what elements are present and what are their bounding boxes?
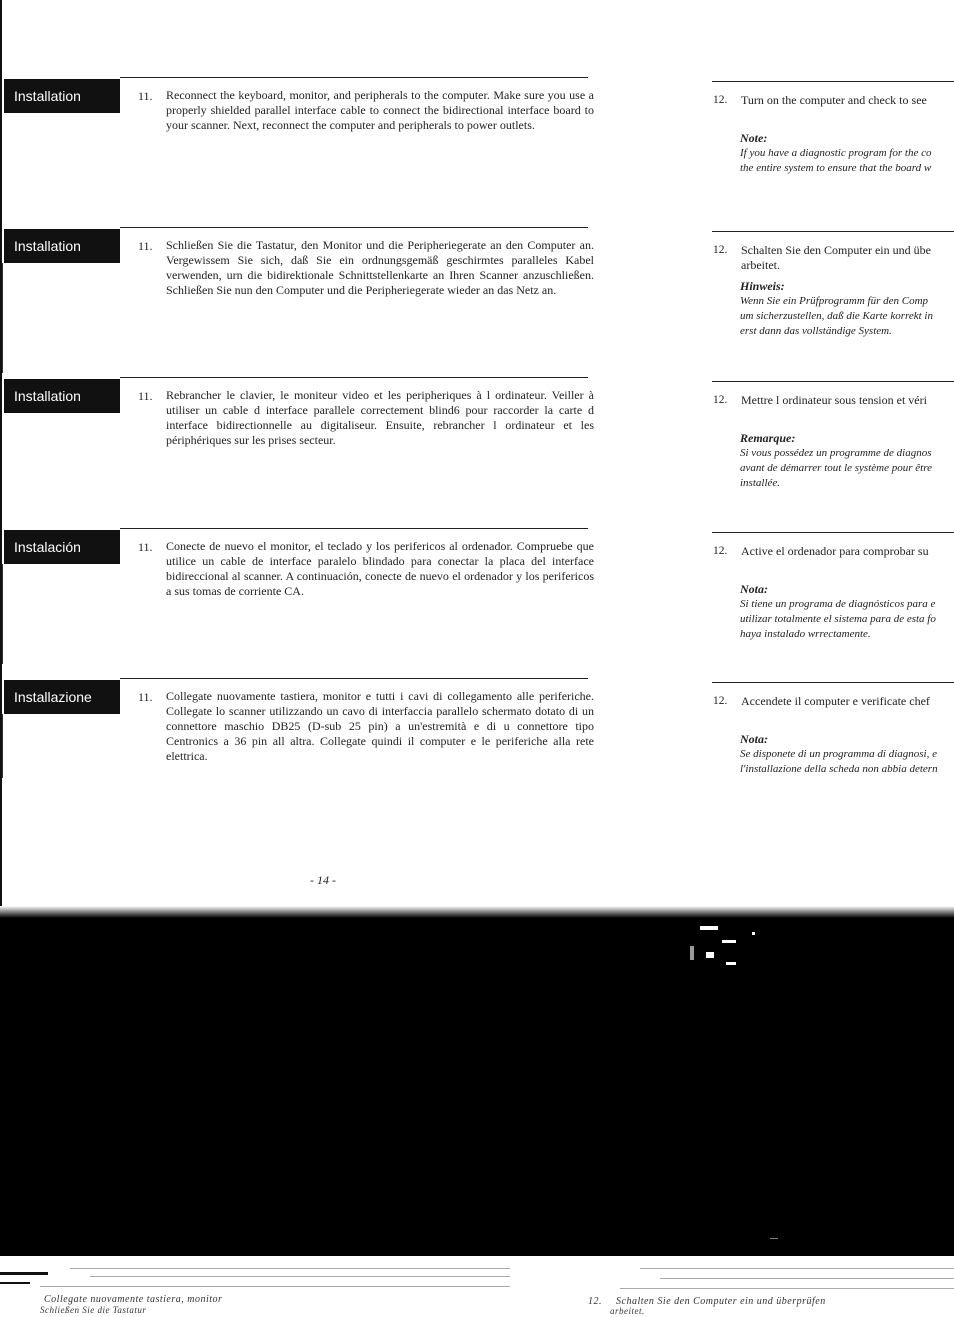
- section-italian: [0, 678, 954, 818]
- step-text: Conecte de nuevo el monitor, el teclado y los perifericos al ordenador. Compruebe que utilice un cable de interface paralelo blindado para conectar la placa del interface bidireccional al scanner. A continuación, conecte de nuevo el ordenador y los perifericos a sus tomas de corriente CA.: [166, 539, 594, 598]
- next-step-line: arbeitet.: [741, 258, 780, 272]
- section-tab-label: Installation: [4, 379, 120, 413]
- note-body: [740, 146, 954, 176]
- note-line: l'installazione della scheda non abbia detern: [740, 763, 938, 775]
- bleed-text: Collegate nuovamente tastiera, monitor: [44, 1294, 223, 1305]
- next-step-text: Mettre l ordinateur sous tension et véri: [741, 393, 927, 407]
- bleed-text: Schließen Sie die Tastatur: [40, 1305, 147, 1315]
- note-line: um sicherzustellen, daß die Karte korrekt in: [740, 310, 933, 322]
- scan-speck: [706, 952, 714, 958]
- scan-dark-area: [0, 918, 954, 1256]
- note-body: [740, 294, 954, 339]
- next-step-line: Schalten Sie den Computer ein und übe: [741, 243, 931, 257]
- section-rule-right: [712, 231, 954, 232]
- bleed-mark: [0, 1282, 30, 1284]
- section-german: [0, 227, 954, 367]
- section-tab-label: Installation: [4, 79, 120, 113]
- next-step-text: [741, 243, 954, 273]
- note-line: avant de démarrer tout le système pour être: [740, 462, 932, 474]
- bleed-line: [40, 1286, 510, 1287]
- margin-tick: [2, 714, 3, 778]
- scan-speck: [690, 946, 694, 960]
- bleed-text: arbeitet.: [610, 1306, 645, 1316]
- section-tab-label: Installazione: [4, 680, 120, 714]
- step-number: 11.: [138, 389, 153, 403]
- section-tab-label: Installation: [4, 229, 120, 263]
- scan-speck: [722, 940, 736, 943]
- bleed-line: [640, 1268, 954, 1269]
- scan-shadow-edge: [0, 906, 954, 918]
- note-line: Si vous possédez un programme de diagnos: [740, 447, 932, 459]
- next-step-number: 12.: [713, 94, 728, 106]
- note-title: Note:: [740, 131, 768, 145]
- bleed-line: [660, 1278, 954, 1279]
- step-text: Rebrancher le clavier, le moniteur video et les peripheriques à l ordinateur. Veiller à utiliser un cable d interface parallele correctement blind6 pour raccorder la carte d interface bidirectionnelle au digitaliseur. Ensuite, rebrancher l ordinateur et les périphériques sur les prises secteur.: [166, 388, 594, 447]
- note-line: installée.: [740, 477, 781, 489]
- scan-speck: [726, 962, 736, 965]
- next-step-number: 12.: [713, 545, 728, 557]
- next-step-text: Active el ordenador para comprobar su: [741, 544, 929, 558]
- section-tab-label: Instalación: [4, 530, 120, 564]
- page-number: - 14 -: [310, 873, 336, 887]
- margin-tick: [2, 263, 3, 373]
- margin-tick: [2, 564, 3, 664]
- next-step-number: 12.: [713, 695, 728, 707]
- note-line: utilizar totalmente el sistema para de esta fo: [740, 613, 936, 625]
- note-body: [740, 597, 954, 642]
- step-text: Reconnect the keyboard, monitor, and peripherals to the computer. Make sure you use a properly shielded parallel interface cable to connect the bidirectional interface board to your scanner. Next, reconnect the computer and peripherals to power outlets.: [166, 88, 594, 132]
- note-body: [740, 446, 954, 491]
- next-step-number: 12.: [713, 244, 728, 256]
- bleed-line: [620, 1288, 954, 1289]
- next-step-text: Turn on the computer and check to see: [741, 93, 927, 107]
- section-rule-left: [120, 77, 588, 78]
- note-line: Wenn Sie ein Prüfprogramm für den Comp: [740, 295, 929, 307]
- bleed-line: [90, 1276, 510, 1277]
- section-rule-left: [120, 377, 588, 378]
- bleed-line: [70, 1268, 510, 1269]
- note-line: If you have a diagnostic program for the co: [740, 147, 932, 159]
- section-french: [0, 377, 954, 517]
- bleed-text: 12.: [588, 1296, 602, 1307]
- section-rule-right: [712, 381, 954, 382]
- scan-speck: [700, 926, 718, 930]
- bleed-through-strip: [0, 1256, 954, 1317]
- step-number: 11.: [138, 690, 153, 704]
- section-english: [0, 77, 954, 217]
- section-rule-right: [712, 532, 954, 533]
- section-rule-right: [712, 682, 954, 683]
- step-number: 11.: [138, 239, 153, 253]
- note-line: Si tiene un programa de diagnósticos para e: [740, 598, 936, 610]
- scan-speck: [770, 1238, 778, 1239]
- bleed-mark: [0, 1272, 48, 1275]
- note-title: Remarque:: [740, 431, 796, 445]
- section-rule-left: [120, 528, 588, 529]
- step-number: 11.: [138, 540, 153, 554]
- scan-speck: [752, 932, 755, 935]
- note-body: [740, 747, 954, 777]
- note-line: erst dann das vollständige System.: [740, 325, 892, 337]
- section-rule-left: [120, 227, 588, 228]
- note-title: Hinweis:: [740, 279, 785, 293]
- note-line: haya instalado wrrectamente.: [740, 628, 871, 640]
- next-step-number: 12.: [713, 394, 728, 406]
- next-step-text: Accendete il computer e verificate chef: [741, 694, 930, 708]
- section-rule-left: [120, 678, 588, 679]
- section-rule-right: [712, 81, 954, 82]
- bleed-text: Schalten Sie den Computer ein und überprüfen: [616, 1296, 826, 1307]
- step-number: 11.: [138, 89, 153, 103]
- note-title: Nota:: [740, 732, 768, 746]
- step-text: Schließen Sie die Tastatur, den Monitor und die Peripheriegerate an den Computer an. Vergewissem Sie sich, daß Sie ein ordnungsgemäß geschirmtes paralleles Kabel verwenden, urn die bidirektionale Schnittstellenkarte an Ihren Scanner anzuschließen. Schließen Sie nun den Computer und die Peripheriegerate wieder an das Netz an.: [166, 238, 594, 297]
- step-text: Collegate nuovamente tastiera, monitor e tutti i cavi di collegamento alle periferiche. Collegate lo scanner utilizzando un cavo di interfaccia parallelo schermato dotato di un connettore maschio DB25 (D-sub 25 pin) a un'estremità e di u connettore tipo Centronics a 36 pin all altra. Collegate quindi il computer e le periferiche alla rete elettrica.: [166, 689, 594, 763]
- note-line: the entire system to ensure that the board w: [740, 162, 932, 174]
- section-spanish: [0, 528, 954, 668]
- note-title: Nota:: [740, 582, 768, 596]
- note-line: Se disponete di un programma di diagnosi, e: [740, 748, 937, 760]
